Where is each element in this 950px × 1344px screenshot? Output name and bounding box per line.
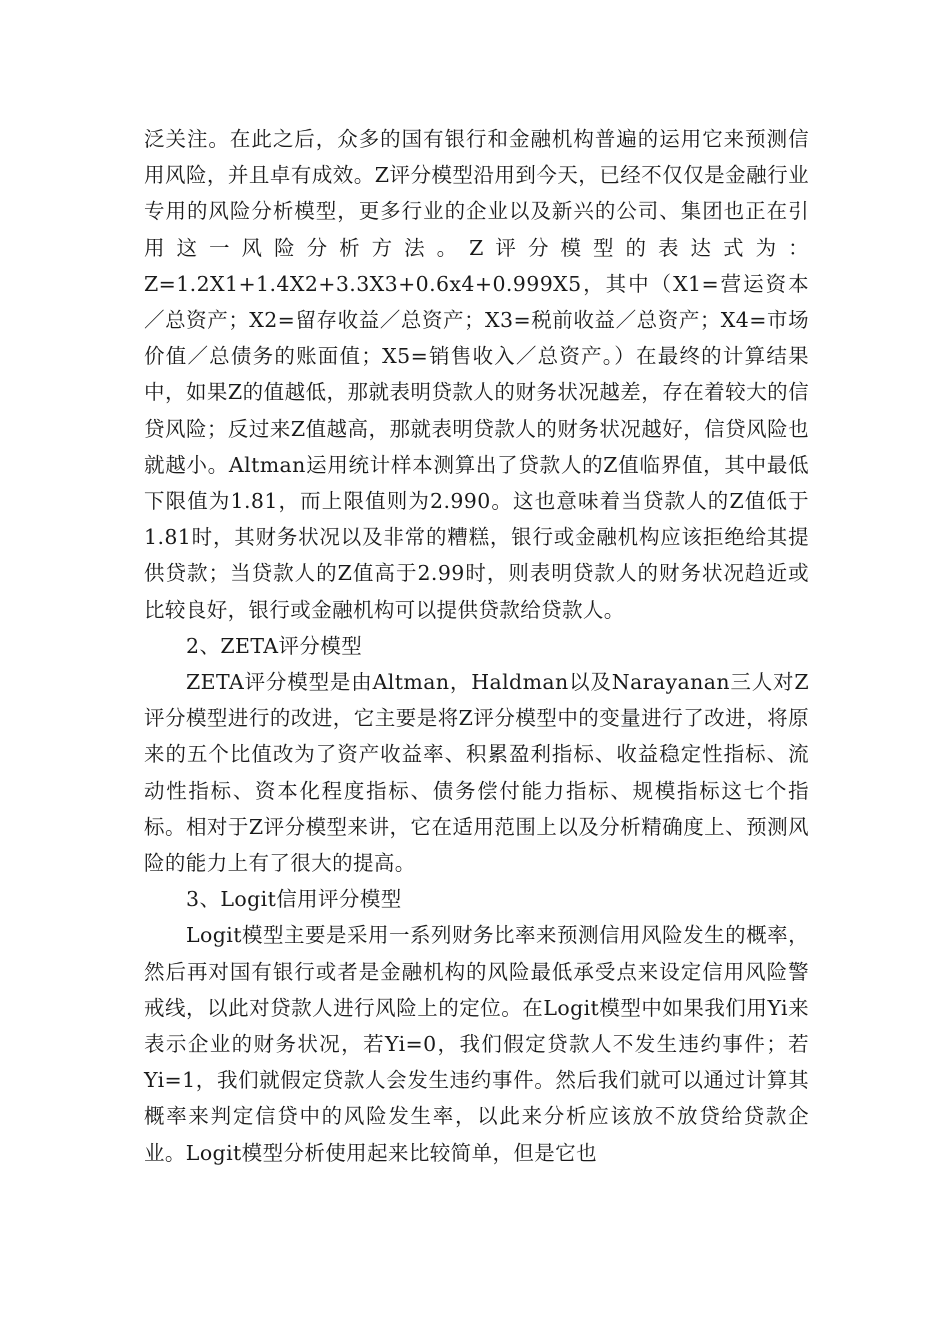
paragraph-z-score-continuation: 泛关注。在此之后，众多的国有银行和金融机构普遍的运用它来预测信用风险，并且卓有成效。Z评分模型沿用到今天，已经不仅仅是金融行业专用的风险分析模型，更多行业的企业以及新兴的公司、集团也正在引用这一风险分析方法。Z评分模型的表达式为：Z=1.2X1+1.4X2+3.3X3+0.6x4+0.999X5，其中（X1=营运资本／总资产；X2=留存收益／总资产；X3=税前收益／总资产；X4=市场价值／总债务的账面值；X5=销售收入／总资产。）在最终的计算结果中，如果Z的值越低，那就表明贷款人的财务状况越差，存在着较大的信贷风险；反过来Z值越高，那就表明贷款人的财务状况越好，信贷风险也就越小。Altman运用统计样本测算出了贷款人的Z值临界值，其中最低下限值为1.81，而上限值则为2.990。这也意味着当贷款人的Z值低于1.81时，其财务状况以及非常的糟糕，银行或金融机构应该拒绝给其提供贷款；当贷款人的Z值高于2.99时，则表明贷款人的财务状况趋近或比较良好，银行或金融机构可以提供贷款给贷款人。 — [144, 127, 809, 622]
paragraph-logit-model: Logit模型主要是采用一系列财务比率来预测信用风险发生的概率，然后再对国有银行或者是金融机构的风险最低承受点来设定信用风险警戒线，以此对贷款人进行风险上的定位。在Logit模型中如果我们用Yi来表示企业的财务状况，若Yi=0，我们假定贷款人不发生违约事件；若Yi=1，我们就假定贷款人会发生违约事件。然后我们就可以通过计算其概率来判定信贷中的风险发生率，以此来分析应该放不放贷给贷款企业。Logit模型分析使用起来比较简单，但是它也 — [144, 923, 809, 1165]
document-body — [144, 121, 809, 1171]
section-heading-logit: 3、Logit信用评分模型 — [186, 887, 402, 912]
section-heading-zeta: 2、ZETA评分模型 — [186, 633, 363, 658]
paragraph-zeta-model: ZETA评分模型是由Altman，Haldman以及Narayanan三人对Z评分模型进行的改进，它主要是将Z评分模型中的变量进行了改进，将原来的五个比值改为了资产收益率、积累盈利指标、收益稳定性指标、流动性指标、资本化程度指标、债务偿付能力指标、规模指标这七个指标。相对于Z评分模型来讲，它在适用范围上以及分析精确度上、预测风险的能力上有了很大的提高。 — [144, 670, 809, 876]
